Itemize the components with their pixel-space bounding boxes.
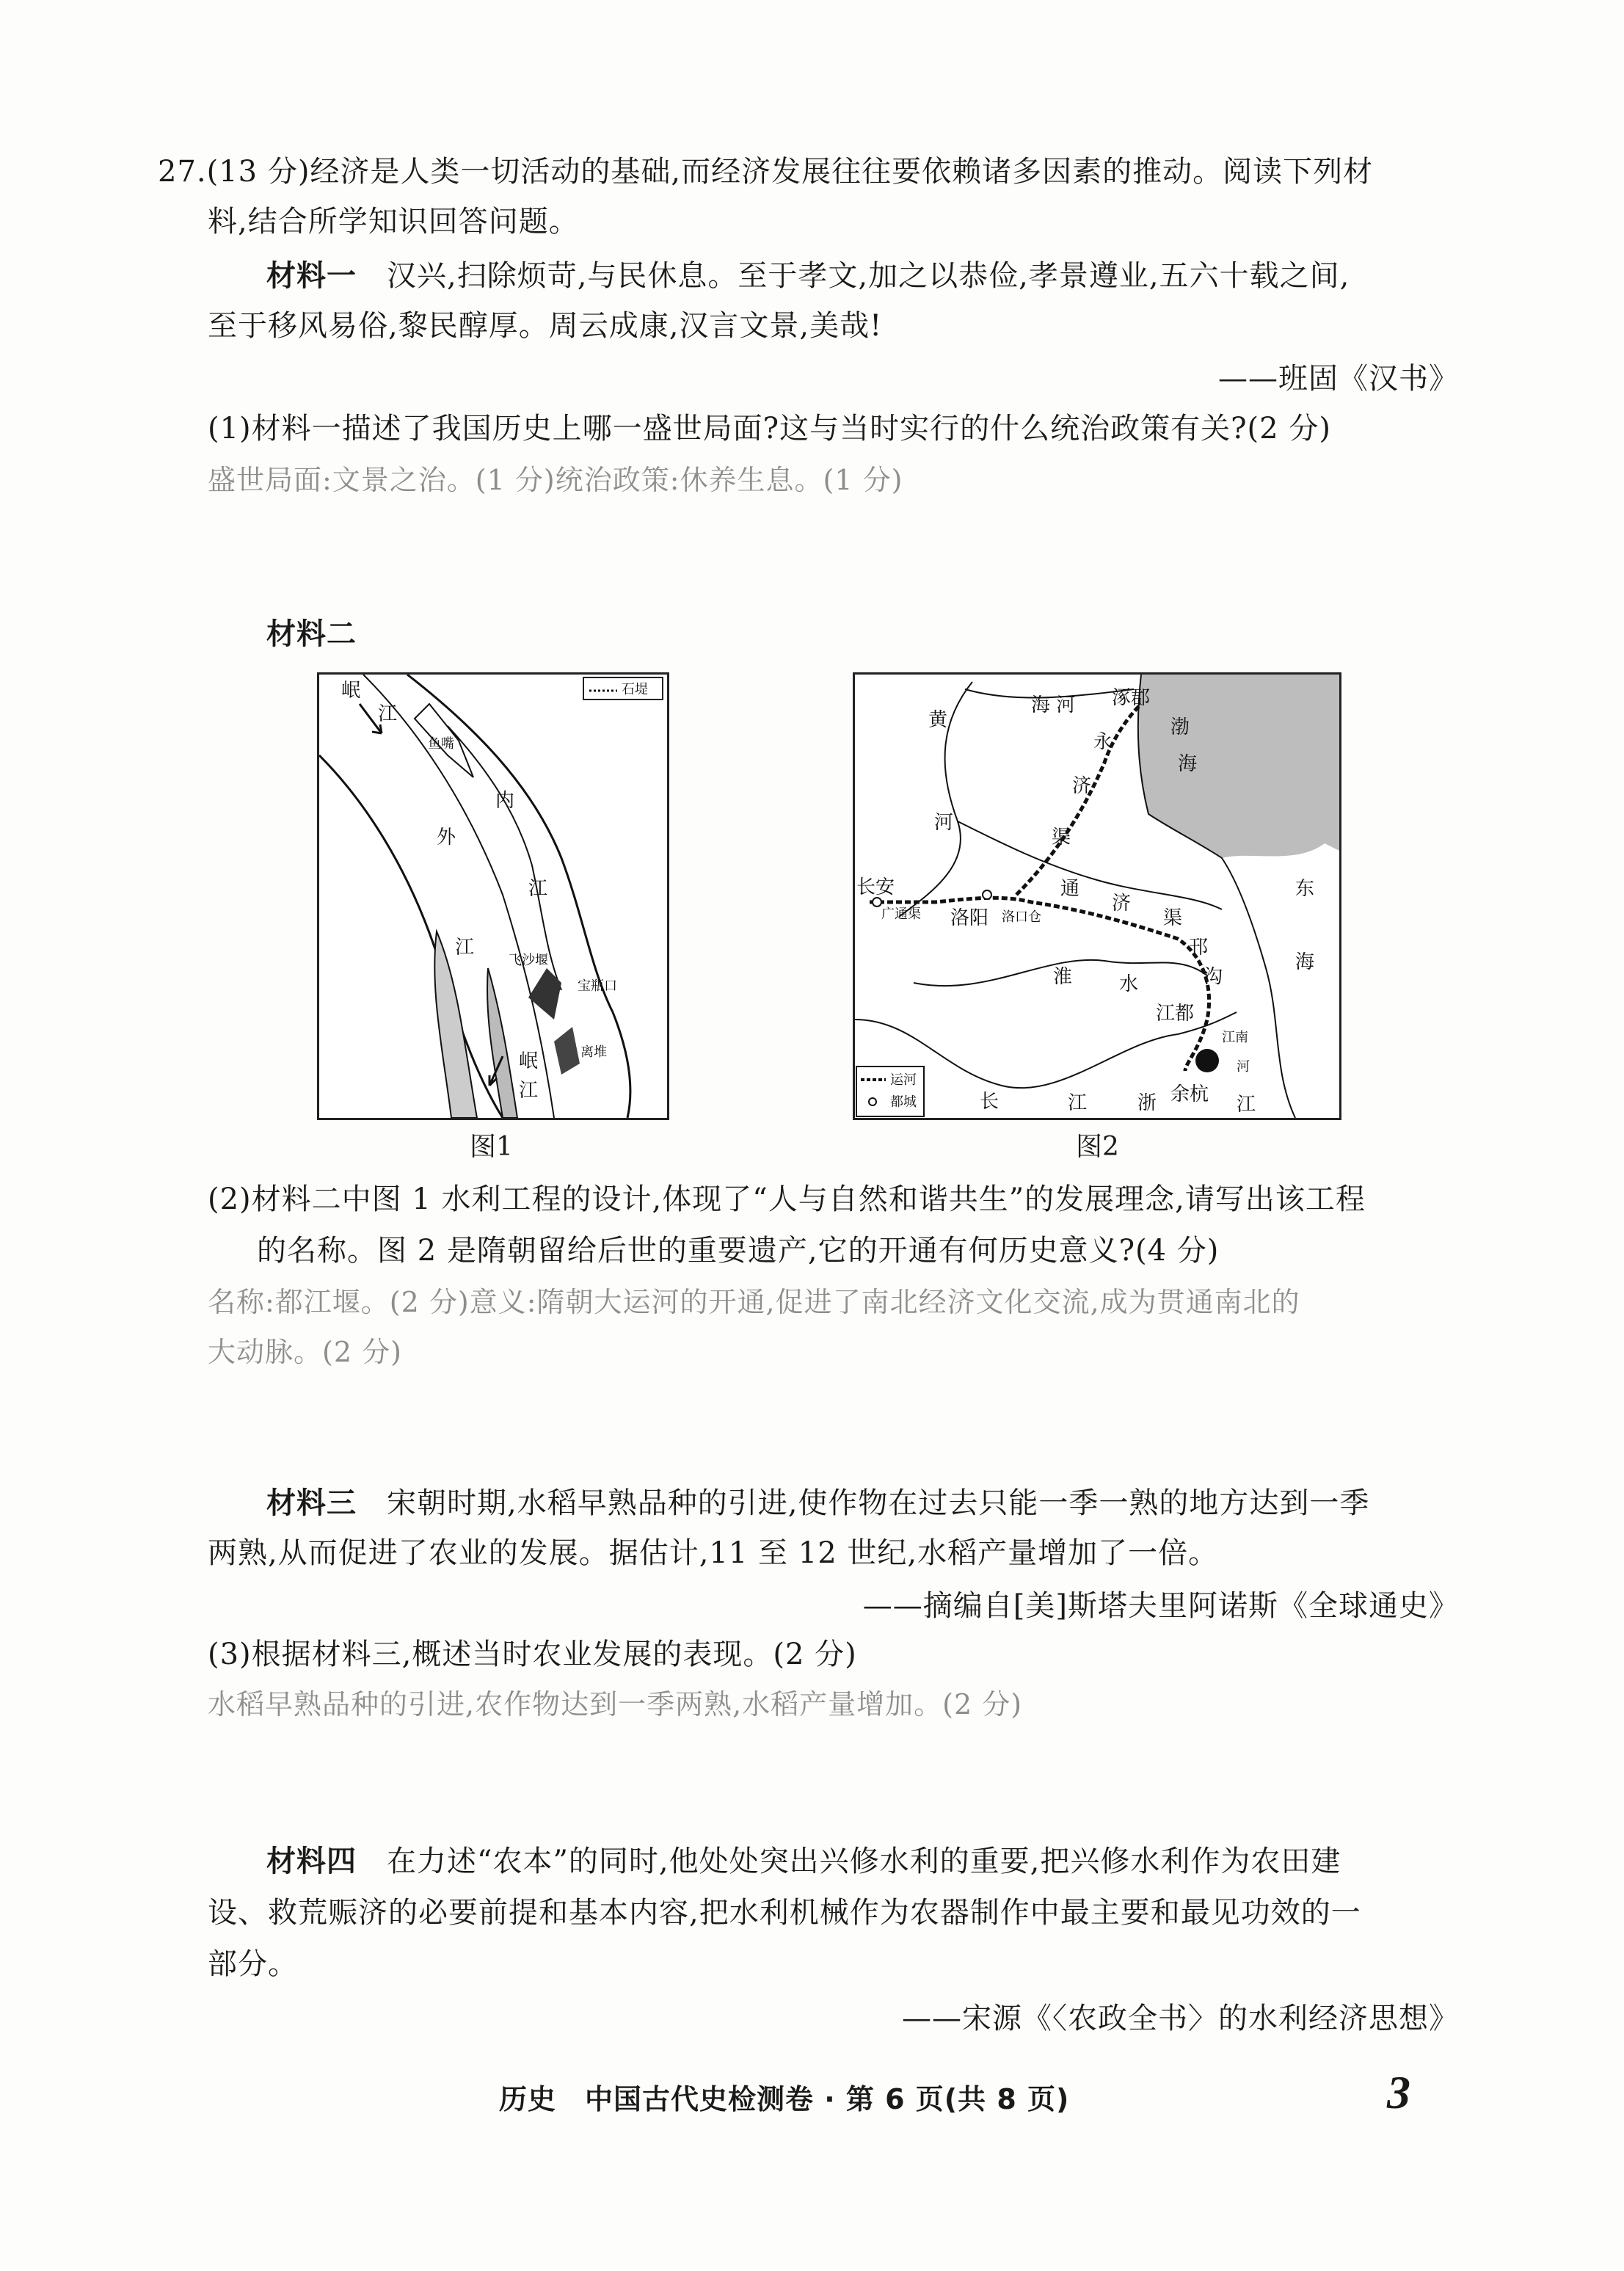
label-guangtongqu: 广通渠	[881, 906, 921, 922]
label-huai: 淮	[1053, 966, 1073, 988]
label-jiang-2: 江	[1237, 1094, 1256, 1116]
east-sea-area	[1222, 843, 1339, 1118]
page-mark: 3	[1387, 2066, 1410, 2118]
material3-line1	[266, 1483, 1369, 1524]
luoyang-city-marker	[983, 890, 991, 899]
figure1-svg	[319, 675, 667, 1118]
material4-label: 材料四	[266, 1845, 357, 1878]
label-changan: 长安	[856, 876, 895, 898]
material1-label: 材料一	[266, 259, 357, 293]
lidui-hill	[554, 1027, 580, 1075]
label-chang: 长	[980, 1091, 999, 1113]
label-ji-1: 济	[1072, 775, 1092, 797]
q2-question-line2: 的名称。图 2 是隋朝留给后世的重要遗产,它的开通有何历史意义?(4 分)	[257, 1234, 1220, 1268]
label-yuhang: 余杭	[1170, 1083, 1209, 1105]
label-luoyang: 洛阳	[950, 907, 989, 929]
label-hai-dong: 海	[1295, 951, 1315, 973]
material3-source: ——摘编自[美]斯塔夫里阿诺斯《全球通史》	[862, 1589, 1459, 1623]
label-zhe: 浙	[1137, 1092, 1157, 1114]
label-min-2: 岷	[519, 1050, 539, 1072]
label-baopingkou: 宝瓶口	[578, 978, 617, 994]
material1-text1: 汉兴,扫除烦苛,与民休息。至于孝文,加之以恭俭,孝景遵业,五六十载之间,	[387, 259, 1350, 293]
label-qu-2: 渠	[1163, 907, 1183, 929]
figure2-svg	[855, 675, 1339, 1118]
figure1-caption: 图1	[470, 1132, 513, 1162]
label-yuzui: 鱼嘴	[428, 736, 454, 752]
material3-line2: 两熟,从而促进了农业的发展。据估计,11 至 12 世纪,水稻产量增加了一倍。	[208, 1536, 1219, 1570]
figure2-caption: 图2	[1076, 1132, 1119, 1162]
label-he: 河	[934, 812, 954, 834]
q1-question: (1)材料一描述了我国历史上哪一盛世局面?这与当时实行的什么统治政策有关?(2 分)	[208, 412, 1331, 446]
legend-stone-dike-label: 石堤	[622, 682, 648, 697]
material3-label: 材料三	[266, 1486, 357, 1520]
label-jiang-1: 江	[378, 703, 398, 725]
q2-question-line1: (2)材料二中图 1 水利工程的设计,体现了“人与自然和谐共生”的发展理念,请写出该工程	[208, 1182, 1366, 1216]
material3-text1: 宋朝时期,水稻早熟品种的引进,使作物在过去只能一季一熟的地方达到一季	[387, 1486, 1370, 1520]
river-bank-west	[319, 755, 503, 1118]
label-wai: 外	[437, 826, 456, 849]
label-haihe: 海 河	[1031, 694, 1076, 716]
q27-intro-line1: 27.(13 分)经济是人类一切活动的基础,而经济发展往往要依赖诸多因素的推动。阅读下列材	[158, 155, 1374, 189]
q3-answer: 水稻早熟品种的引进,农作物达到一季两熟,水稻产量增加。(2 分)	[208, 1688, 1023, 1720]
material4-source: ——宋源《〈农政全书〉的水利经济思想》	[902, 2002, 1459, 2035]
changan-city-marker	[873, 898, 881, 906]
label-shui: 水	[1119, 973, 1139, 995]
yuhang-city-marker	[1195, 1049, 1219, 1072]
label-ji-2: 济	[1112, 893, 1132, 915]
material4-line1	[266, 1841, 1341, 1882]
material4-line3: 部分。	[208, 1947, 298, 1981]
sand-island-2	[487, 968, 517, 1118]
label-dong: 东	[1295, 878, 1315, 900]
label-gou: 沟	[1204, 966, 1223, 988]
q27-intro-line2: 料,结合所学知识回答问题。	[208, 205, 579, 239]
label-hai-bo: 海	[1178, 753, 1198, 775]
label-he-2: 河	[1237, 1059, 1250, 1075]
figure1-dujiangyan-map	[317, 672, 669, 1120]
label-jiang-2: 江	[455, 937, 475, 959]
legend-canal-label: 运河	[890, 1072, 917, 1088]
material1-line2: 至于移风易俗,黎民醇厚。周云成康,汉言文景,美哉!	[208, 309, 883, 343]
figure2-grand-canal-map	[853, 672, 1341, 1120]
q2-answer-line1: 名称:都江堰。(2 分)意义:隋朝大运河的开通,促进了南北经济文化交流,成为贯通南北的	[208, 1286, 1300, 1318]
material2-label: 材料二	[266, 617, 357, 651]
page-footer: 历史 中国古代史检测卷 · 第 6 页(共 8 页)	[499, 2083, 1070, 2115]
label-tong: 通	[1060, 878, 1080, 900]
label-luokoucang: 洛口仓	[1002, 909, 1041, 925]
label-bo: 渤	[1170, 716, 1190, 738]
sand-island-1	[434, 931, 477, 1118]
legend-city-label: 都城	[890, 1094, 917, 1110]
label-lidui: 离堆	[580, 1044, 607, 1060]
label-jiang-3: 江	[528, 878, 548, 900]
label-han: 邗	[1189, 937, 1209, 959]
material4-line2: 设、救荒赈济的必要前提和基本内容,把水利机械作为农器制作中最主要和最见功效的一	[208, 1896, 1361, 1930]
label-min-1: 岷	[341, 680, 361, 702]
label-yong: 永	[1093, 731, 1113, 753]
yongji-canal	[1016, 704, 1141, 895]
label-jiangdu: 江都	[1156, 1003, 1195, 1025]
material4-text1: 在力述“农本”的同时,他处处突出兴修水利的重要,把兴修水利作为农田建	[387, 1845, 1341, 1878]
label-jiang-4: 江	[519, 1080, 539, 1102]
material1-line1	[266, 255, 1350, 297]
q3-question: (3)根据材料三,概述当时农业发展的表现。(2 分)	[208, 1638, 857, 1671]
material1-source: ——班固《汉书》	[1218, 362, 1459, 396]
q1-answer: 盛世局面:文景之治。(1 分)统治政策:休养生息。(1 分)	[208, 464, 903, 496]
label-zhuojun: 涿郡	[1112, 687, 1151, 709]
label-qu-1: 渠	[1052, 826, 1071, 849]
label-feishayan: 飞沙堰	[509, 953, 548, 968]
q2-answer-line2: 大动脉。(2 分)	[208, 1336, 402, 1368]
label-huang: 黄	[928, 709, 948, 731]
label-jiangnan: 江南	[1222, 1030, 1248, 1045]
capital-legend-icon	[869, 1098, 876, 1105]
label-jiang: 江	[1068, 1092, 1088, 1114]
label-nei: 内	[495, 790, 515, 812]
